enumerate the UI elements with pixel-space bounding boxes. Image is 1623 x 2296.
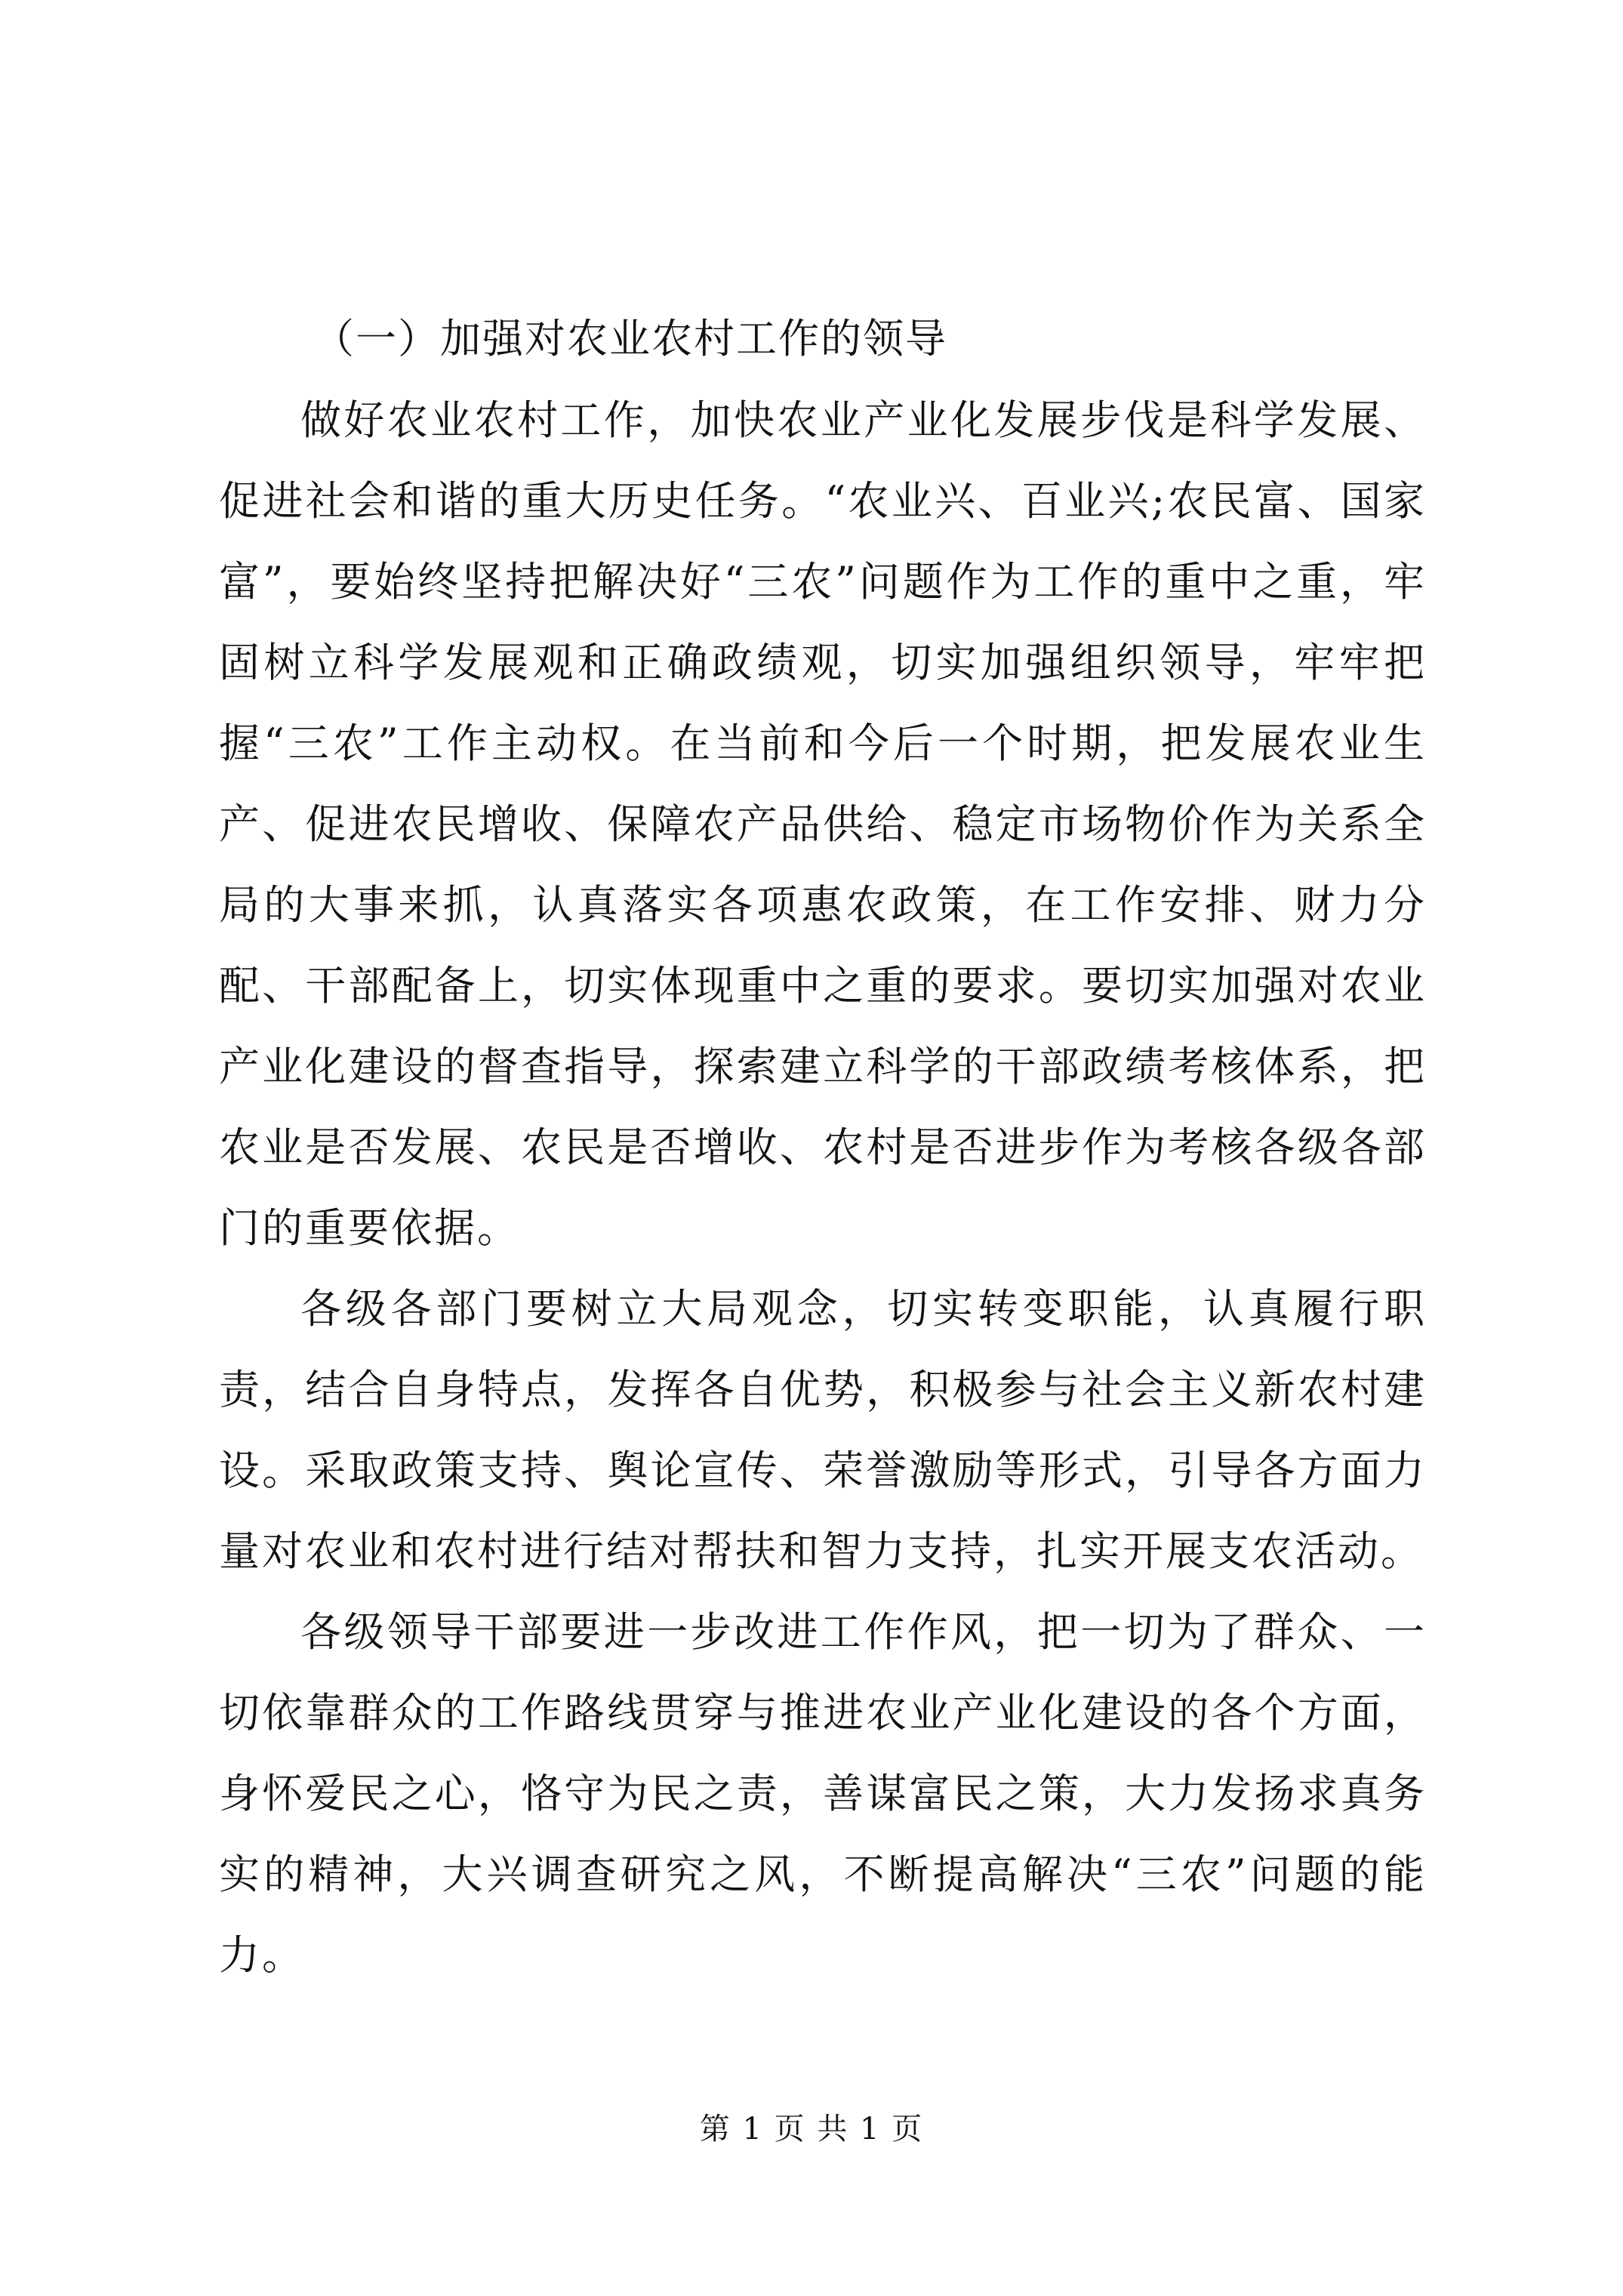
document-body bbox=[219, 298, 1427, 1996]
page-footer: 第 1 页 共 1 页 bbox=[699, 2112, 924, 2147]
paragraph-1: 做好农业农村工作，加快农业产业化发展步伐是科学发展、促进社会和谐的重大历史任务。“农业兴、百业兴;农民富、国家富”，要始终坚持把解决好“三农”问题作为工作的重中之重，牢固树立科学发展观和正确政绩观，切实加强组织领导，牢牢把握“三农”工作主动权。在当前和今后一个时期，把发展农业生产、促进农民增收、保障农产品供给、稳定市场物价作为关系全局的大事来抓，认真落实各项惠农政策，在工作安排、财力分配、干部配备上，切实体现重中之重的要求。要切实加强对农业产业化建设的督查指导，探索建立科学的干部政绩考核体系，把农业是否发展、农民是否增收、农村是否进步作为考核各级各部门的重要依据。 bbox=[219, 396, 1427, 1252]
paragraph-2: 各级各部门要树立大局观念，切实转变职能，认真履行职责，结合自身特点，发挥各自优势，积极参与社会主义新农村建设。采取政策支持、舆论宣传、荣誉激励等形式，引导各方面力量对农业和农村进行结对帮扶和智力支持，扎实开展支农活动。 bbox=[219, 1285, 1427, 1575]
paragraph-3: 各级领导干部要进一步改进工作作风，把一切为了群众、一切依靠群众的工作路线贯穿与推进农业产业化建设的各个方面，身怀爱民之心，恪守为民之责，善谋富民之策，大力发扬求真务实的精神，大兴调查研究之风，不断提高解决“三农”问题的能力。 bbox=[219, 1608, 1427, 1979]
section-heading: （一）加强对农业农村工作的领导 bbox=[313, 315, 947, 362]
